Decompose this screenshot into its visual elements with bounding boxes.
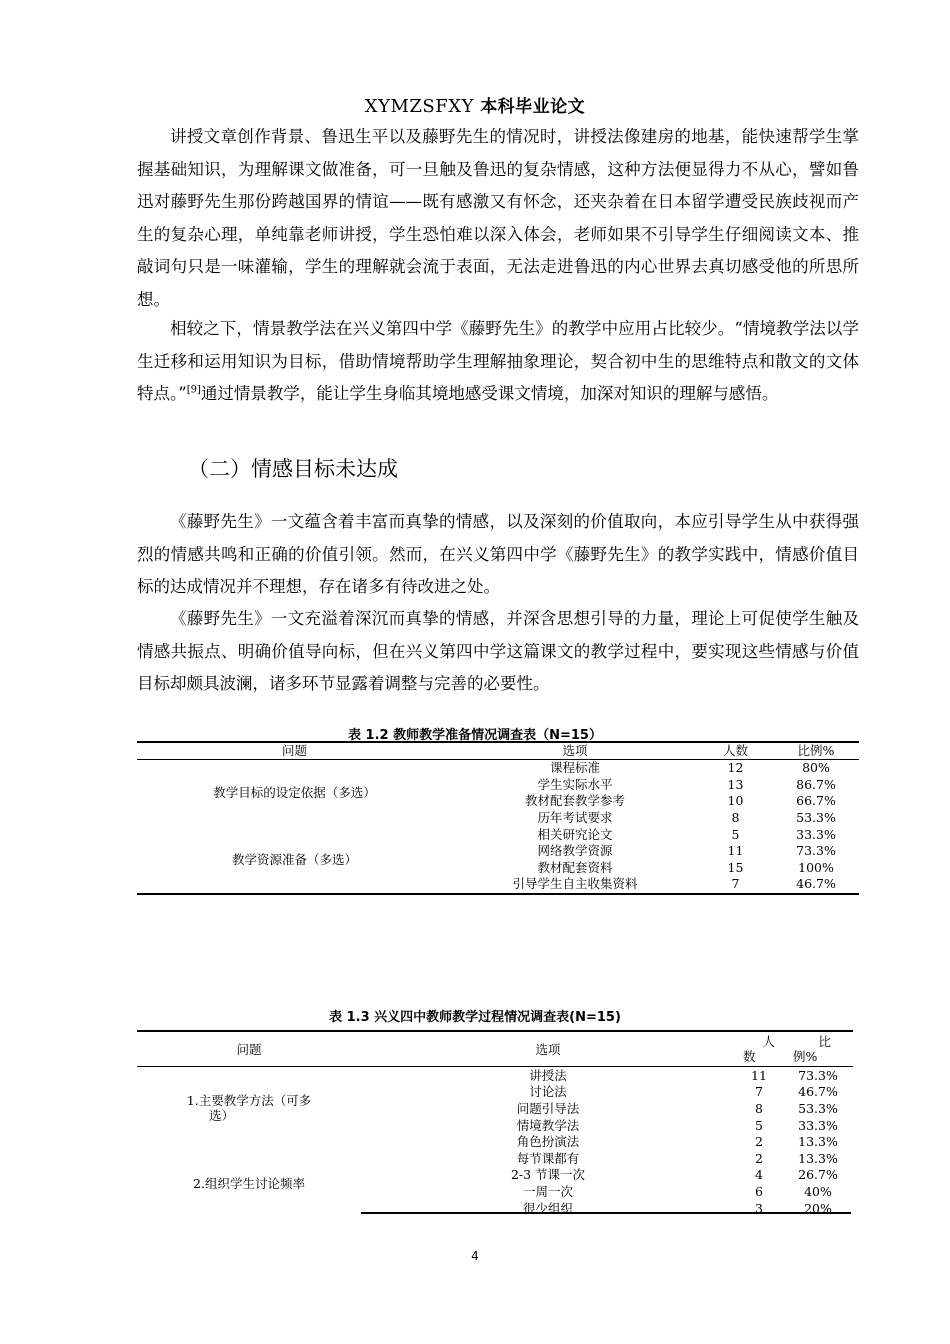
header-option: 选项	[361, 1031, 735, 1067]
question-cell: 教学资源准备（多选）	[231, 851, 357, 867]
count-cell: 3	[755, 1200, 763, 1216]
paragraph-2-text-a: 相较之下，情景教学法在兴义第四中学《藤野先生》的教学中应用占比较少。“情境教学法以学生迁移和运用知识为目标，借助情境帮助学生理解抽象理论，契合初中生的思维特点和散文的文体特点。”	[137, 319, 859, 404]
paragraph-1: 讲授文章创作背景、鲁迅生平以及藤野先生的情况时，讲授法像建房的地基，能快速帮学生掌握基础知识，为理解课文做准备，可一旦触及鲁迅的复杂情感，这种方法便显得力不从心，譬如鲁迅对藤野先生那份跨越国界的情谊——既有感激又有怀念，还夹杂着在日本留学遭受民族歧视而产生的复杂心理，单纯靠老师讲授，学生恐怕难以深入体会，老师如果不引导学生仔细阅读文本、推敲词句只是一味灌输，学生的理解就会流于表面，无法走进鲁迅的内心世界去真切感受他的所思所想。	[137, 127, 859, 309]
percent-cell: 66.7%	[796, 793, 836, 809]
option-cell: 相关研究论文	[537, 826, 613, 842]
table-row	[137, 760, 859, 777]
percent-cell: 33.3%	[798, 1117, 838, 1133]
percent-cell: 13.3%	[798, 1134, 838, 1150]
count-cell: 7	[755, 1084, 763, 1100]
header-count	[735, 1031, 783, 1067]
question-cell: 2.组织学生讨论频率	[193, 1175, 305, 1191]
option-cell: 学生实际水平	[537, 776, 613, 792]
option-cell: 情境教学法	[516, 1117, 580, 1133]
table2-caption: 表 1.3 兴义四中教师教学过程情况调查表(N=15)	[329, 1010, 621, 1025]
teacher-preparation-table	[137, 741, 859, 895]
header-count: 人数	[698, 742, 773, 760]
citation-ref[interactable]: [9]	[186, 384, 201, 396]
percent-cell: 20%	[804, 1200, 832, 1216]
option-cell: 每节课都有	[516, 1150, 580, 1166]
header-count-line1: 人	[762, 1034, 775, 1049]
count-cell: 6	[755, 1183, 763, 1199]
header-question: 问题	[137, 1031, 361, 1067]
table-header-row	[137, 742, 859, 760]
percent-cell: 33.3%	[796, 826, 836, 842]
count-cell: 5	[731, 826, 740, 842]
count-cell: 8	[731, 810, 740, 826]
header-percent: 比例%	[773, 742, 859, 760]
count-cell: 7	[731, 876, 740, 892]
option-cell: 很少组织	[522, 1200, 573, 1216]
percent-cell: 26.7%	[798, 1167, 838, 1183]
count-cell: 4	[755, 1167, 763, 1183]
table-row	[137, 1067, 853, 1084]
count-cell: 5	[755, 1117, 763, 1133]
page-header	[0, 92, 950, 117]
option-cell: 历年考试要求	[537, 810, 613, 826]
percent-cell: 100%	[798, 859, 834, 875]
page-number: 4	[471, 1249, 479, 1263]
count-cell: 13	[727, 776, 744, 792]
option-cell: 讲授法	[529, 1067, 567, 1083]
paragraph-4: 《藤野先生》一文充溢着深沉而真挚的情感，并深含思想引导的力量，理论上可促使学生触及情感共振点、明确价值导向标，但在兴义第四中学这篇课文的教学过程中，要实现这些情感与价值目标却颇具波澜，诸多环节显露着调整与完善的必要性。	[137, 609, 859, 694]
percent-cell: 53.3%	[796, 810, 836, 826]
section-title: （二）情感目标未达成	[188, 457, 398, 481]
header-percent-line2: 例%	[793, 1049, 818, 1064]
header-question: 问题	[137, 742, 452, 760]
question-line1: 1.主要教学方法（可多	[186, 1093, 312, 1109]
count-cell: 11	[727, 843, 744, 859]
count-cell: 12	[727, 760, 744, 776]
table-header-row	[137, 1031, 853, 1067]
table-row	[137, 1150, 853, 1167]
count-cell: 8	[755, 1100, 763, 1116]
option-cell: 教材配套教学参考	[524, 793, 625, 809]
paragraph-3: 《藤野先生》一文蕴含着丰富而真挚的情感，以及深刻的价值取向，本应引导学生从中获得强烈的情感共鸣和正确的价值引领。然而，在兴义第四中学《藤野先生》的教学实践中，情感价值目标的达成情况并不理想，存在诸多有待改进之处。	[137, 512, 859, 597]
option-cell: 一周一次	[522, 1183, 573, 1199]
percent-cell: 46.7%	[796, 876, 836, 892]
percent-cell: 86.7%	[796, 776, 836, 792]
teaching-process-table	[137, 1030, 853, 1216]
option-cell: 教材配套资料	[537, 859, 613, 875]
option-cell: 问题引导法	[516, 1100, 580, 1116]
percent-cell: 46.7%	[798, 1084, 838, 1100]
option-cell: 2-3 节课一次	[510, 1167, 586, 1183]
header-percent	[783, 1031, 853, 1067]
percent-cell: 53.3%	[798, 1100, 838, 1116]
header-percent-line1: 比	[818, 1034, 831, 1049]
count-cell: 10	[727, 793, 744, 809]
header-option: 选项	[452, 742, 698, 760]
table-row	[137, 826, 859, 843]
option-cell: 课程标准	[549, 760, 600, 776]
option-cell: 讨论法	[529, 1084, 567, 1100]
header-title: 本科毕业论文	[480, 97, 586, 117]
count-cell: 2	[755, 1134, 763, 1150]
count-cell: 2	[755, 1150, 763, 1166]
paragraph-2-text-b: 通过情景教学，能让学生身临其境地感受课文情境，加深对知识的理解与感悟。	[200, 384, 779, 404]
table2-bottom-rule	[361, 1212, 851, 1214]
percent-cell: 73.3%	[796, 843, 836, 859]
percent-cell: 80%	[802, 760, 830, 776]
percent-cell: 13.3%	[798, 1150, 838, 1166]
option-cell: 角色扮演法	[516, 1134, 580, 1150]
paragraph-2	[137, 313, 859, 411]
percent-cell: 73.3%	[798, 1067, 838, 1083]
question-cell	[137, 1067, 361, 1150]
table1-caption: 表 1.2 教师教学准备情况调查表（N=15）	[348, 728, 602, 743]
option-cell: 引导学生自主收集资料	[512, 876, 638, 892]
header-code: XYMZSFXY	[364, 96, 474, 117]
percent-cell: 40%	[804, 1183, 832, 1199]
count-cell: 11	[751, 1067, 767, 1083]
option-cell: 网络教学资源	[537, 843, 613, 859]
count-cell: 15	[727, 859, 744, 875]
question-cell: 教学目标的设定依据（多选）	[213, 785, 376, 801]
header-count-line2: 数	[743, 1049, 756, 1064]
question-line2: 选）	[209, 1108, 235, 1124]
